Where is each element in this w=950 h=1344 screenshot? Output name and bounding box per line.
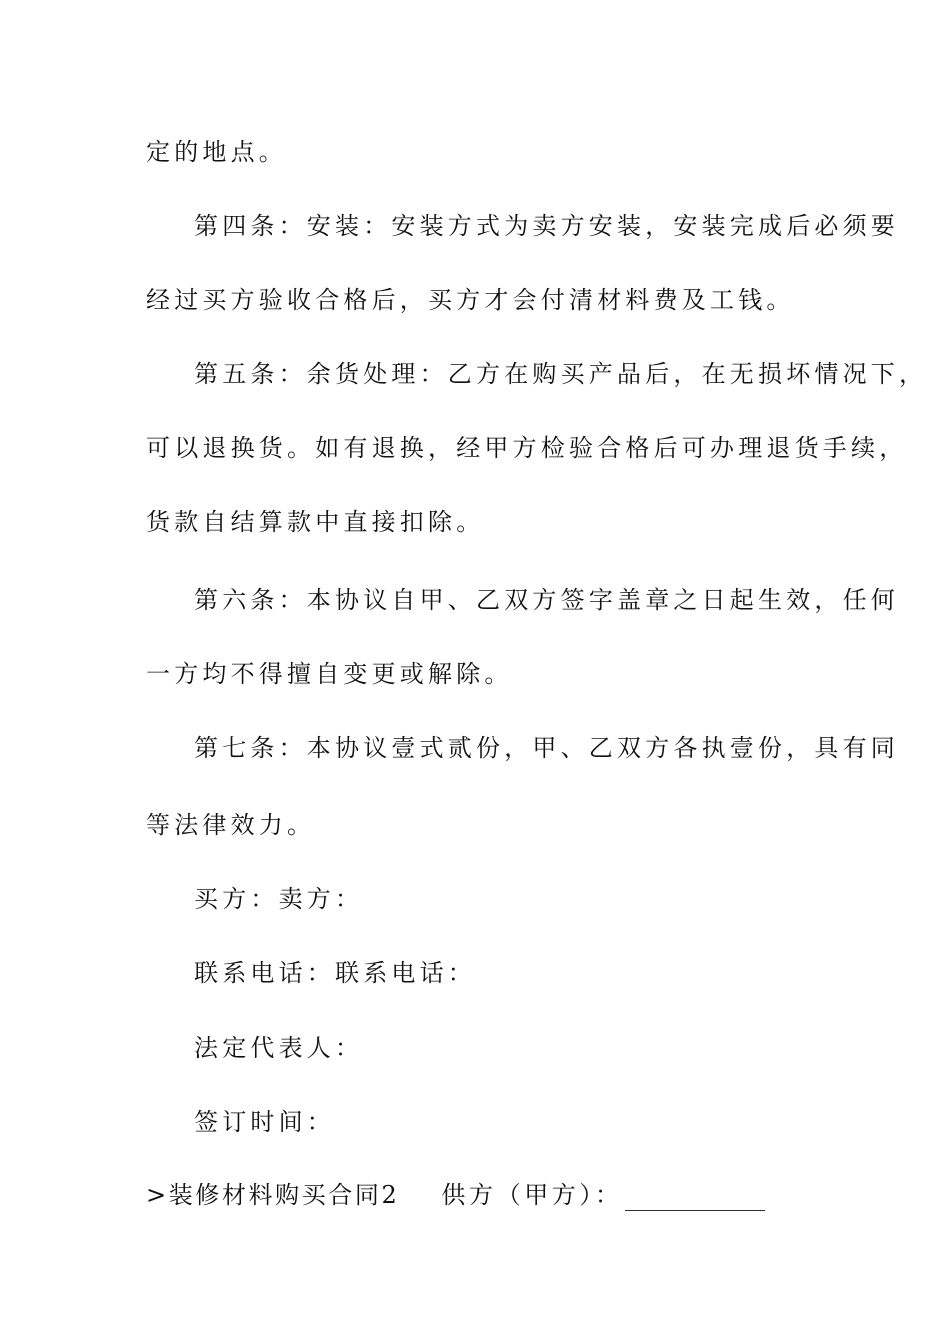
signing-date-label: 签订时间： [194, 1108, 335, 1136]
article-7-line-1: 第七条：本协议壹式贰份，甲、乙双方各执壹份，具有同 [194, 734, 899, 762]
contact-phone-label: 联系电话：联系电话： [194, 959, 476, 987]
next-contract-title: >装修材料购买合同2 [146, 1181, 400, 1209]
buyer-seller-label: 买方：卖方： [194, 885, 364, 913]
supplier-party-label: 供方（甲方）： [441, 1181, 623, 1209]
legal-representative-label: 法定代表人： [194, 1034, 364, 1062]
article-5-line-2: 可以退换货。如有退换，经甲方检验合格后可办理退货手续， [146, 434, 908, 462]
article-6-line-1: 第六条：本协议自甲、乙双方签字盖章之日起生效，任何 [194, 586, 899, 614]
supplier-name-blank [625, 1209, 765, 1211]
text-line-1: 定的地点。 [146, 138, 287, 166]
next-contract-heading-line [146, 1180, 765, 1210]
article-5-line-3: 货款自结算款中直接扣除。 [146, 508, 485, 536]
article-4-line-2: 经过买方验收合格后，买方才会付清材料费及工钱。 [146, 286, 795, 314]
article-5-line-1: 第五条：余货处理：乙方在购买产品后，在无损坏情况下， [194, 360, 928, 388]
article-4-line-1: 第四条：安装：安装方式为卖方安装，安装完成后必须要 [194, 212, 899, 240]
article-6-line-2: 一方均不得擅自变更或解除。 [146, 660, 513, 688]
article-7-line-2: 等法律效力。 [146, 811, 316, 839]
